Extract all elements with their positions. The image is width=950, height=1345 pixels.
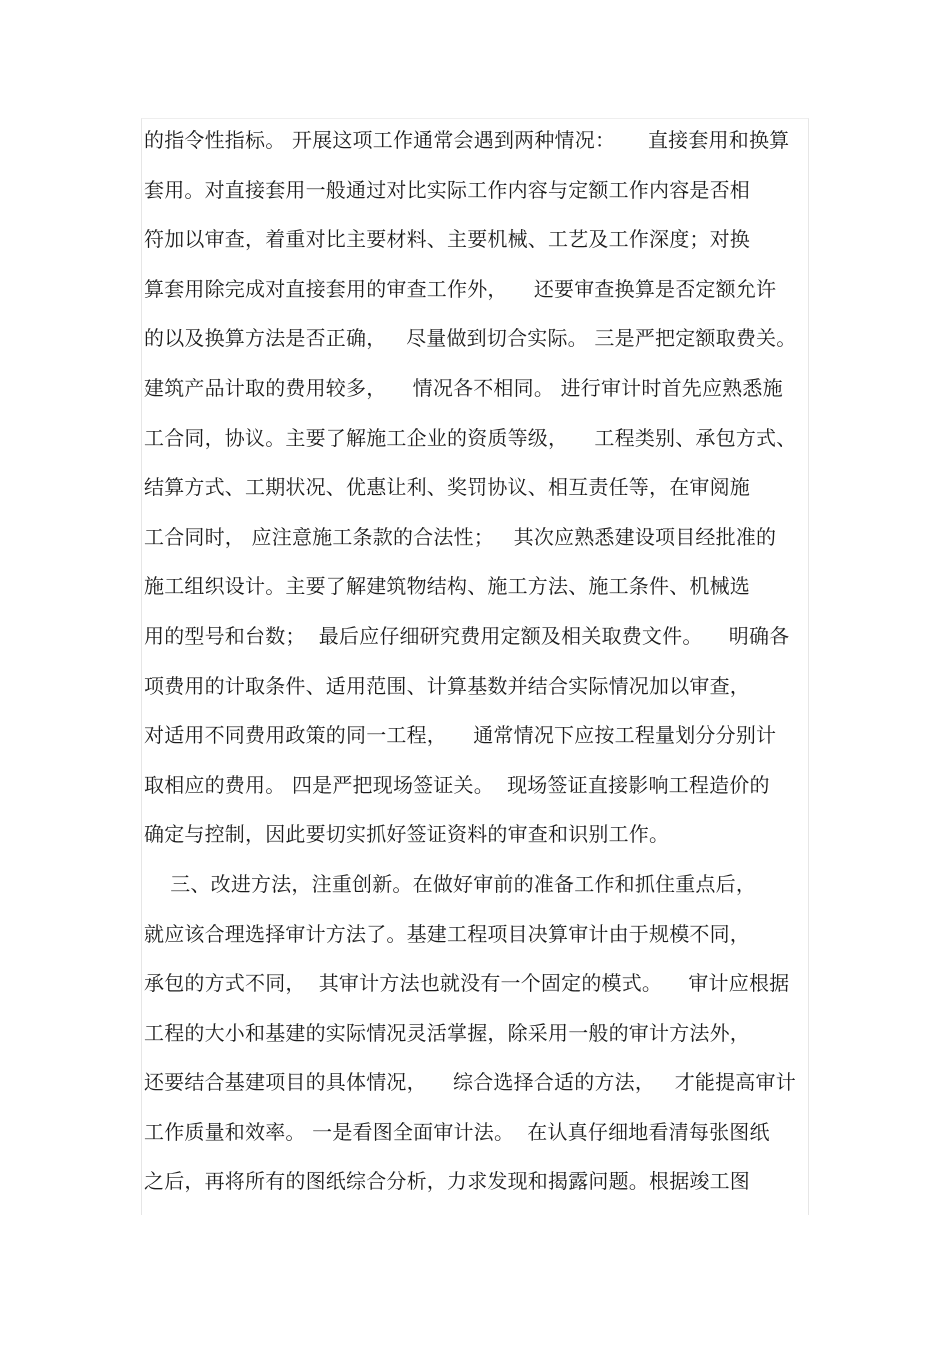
text-line: 还要结合基建项目的具体情况， 综合选择合适的方法， 才能提高审计	[144, 1070, 796, 1095]
text-line: 算套用除完成对直接套用的审查工作外， 还要审查换算是否定额允许	[144, 276, 777, 301]
text-line: 结算方式、工期状况、优惠让利、奖罚协议、相互责任等，在审阅施	[144, 475, 750, 500]
text-line: 施工组织设计。主要了解建筑物结构、施工方法、施工条件、机械选	[144, 574, 750, 599]
text-line: 确定与控制，因此要切实抓好签证资料的审查和识别工作。	[144, 822, 670, 847]
text-line: 建筑产品计取的费用较多， 情况各不相同。 进行审计时首先应熟悉施	[144, 375, 783, 400]
text-line: 的以及换算方法是否正确， 尽量做到切合实际。 三是严把定额取费关。	[144, 326, 797, 351]
text-line: 的指令性指标。 开展这项工作通常会遇到两种情况： 直接套用和换算	[144, 128, 790, 152]
text-line: 用的型号和台数； 最后应仔细研究费用定额及相关取费文件。 明确各	[144, 623, 790, 648]
text-line: 工合同时， 应注意施工条款的合法性； 其次应熟悉建设项目经批准的	[144, 524, 777, 549]
text-line: 之后，再将所有的图纸综合分析，力求发现和揭露问题。根据竣工图	[144, 1169, 750, 1194]
text-line: 对适用不同费用政策的同一工程， 通常情况下应按工程量划分分别计	[144, 723, 777, 748]
paragraph-start-line: 三、改进方法，注重创新。在做好审前的准备工作和抓住重点后，	[144, 871, 757, 896]
text-line: 工作质量和效率。 一是看图全面审计法。 在认真仔细地看清每张图纸	[144, 1119, 770, 1144]
text-line: 取相应的费用。 四是严把现场签证关。 现场签证直接影响工程造价的	[144, 772, 770, 797]
text-line: 工程的大小和基建的实际情况灵活掌握，除采用一般的审计方法外，	[144, 1020, 750, 1045]
text-line: 就应该合理选择审计方法了。基建工程项目决算审计由于规模不同，	[144, 921, 750, 946]
document-body	[144, 116, 809, 1207]
text-line: 项费用的计取条件、适用范围、计算基数并结合实际情况加以审查，	[144, 673, 750, 698]
text-line: 符加以审查，着重对比主要材料、主要机械、工艺及工作深度；对换	[144, 227, 750, 252]
text-line: 工合同，协议。主要了解施工企业的资质等级， 工程类别、承包方式、	[144, 425, 797, 450]
text-line: 套用。对直接套用一般通过对比实际工作内容与定额工作内容是否相	[144, 177, 750, 202]
text-line: 承包的方式不同， 其审计方法也就没有一个固定的模式。 审计应根据	[144, 971, 790, 996]
